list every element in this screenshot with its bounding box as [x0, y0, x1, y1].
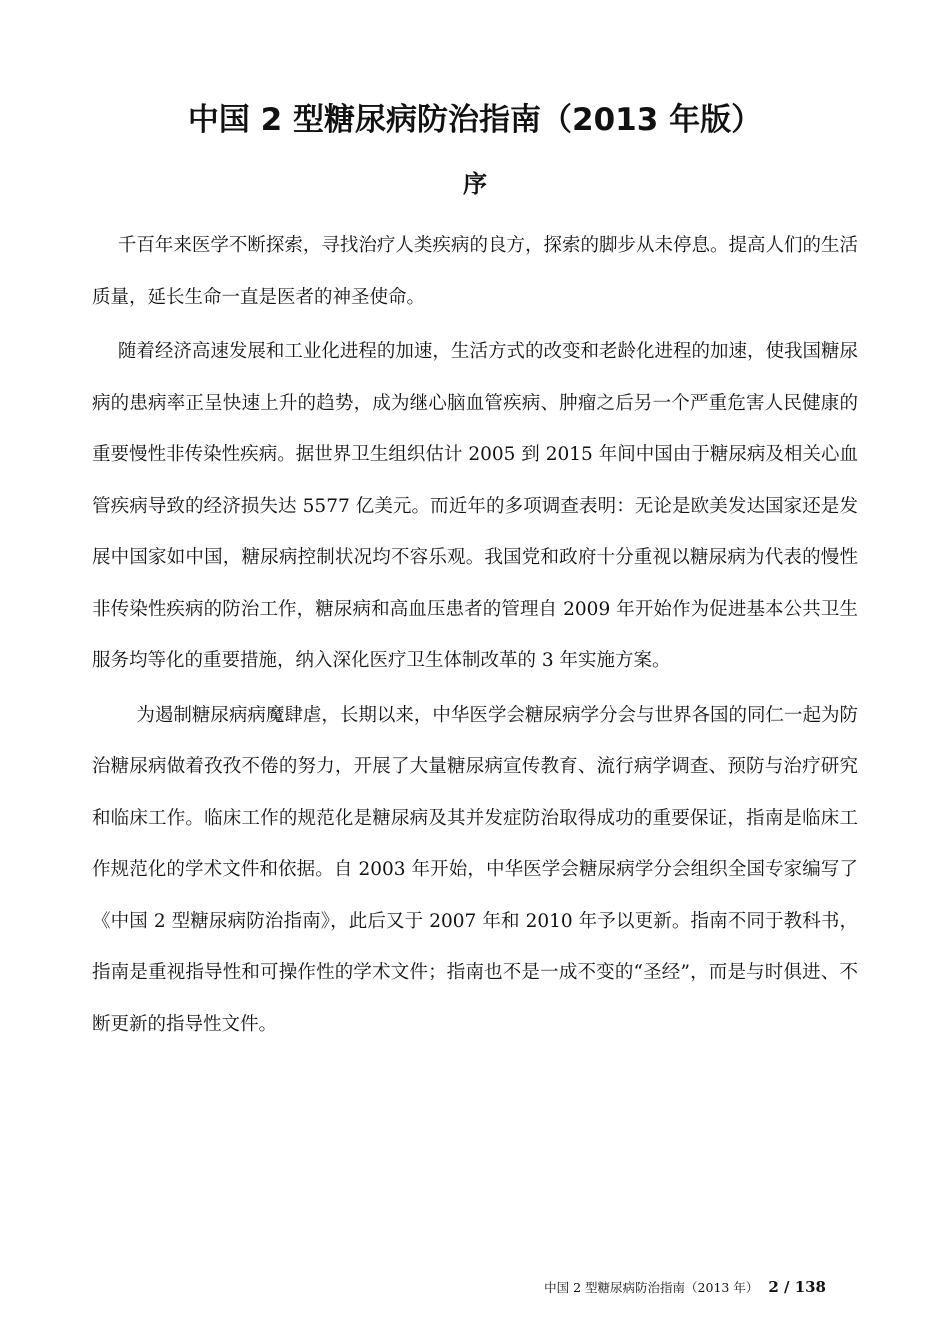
section-heading: 序: [463, 170, 487, 198]
footer-running-title: 中国 2 型糖尿病防治指南（2013 年）: [544, 1280, 759, 1295]
paragraph-3: 为遏制糖尿病病魔肆虐，长期以来，中华医学会糖尿病学分会与世界各国的同仁一起为防治糖尿病做着孜孜不倦的努力，开展了大量糖尿病宣传教育、流行病学调查、预防与治疗研究和临床工作。临床工作的规范化是糖尿病及其并发症防治取得成功的重要保证，指南是临床工作规范化的学术文件和依据。自 2003 年开始，中华医学会糖尿病学分会组织全国专家编写了《中国 2 型糖尿病防治指南》，此后又于 2007 年和 2010 年予以更新。指南不同于教科书，指南是重视指导性和可操作性的学术文件；指南也不是一成不变的“圣经”，而是与时俱进、不断更新的指导性文件。: [92, 704, 858, 1035]
paragraph-2: 随着经济高速发展和工业化进程的加速，生活方式的改变和老龄化进程的加速，使我国糖尿病的患病率正呈快速上升的趋势，成为继心脑血管疾病、肿瘤之后另一个严重危害人民健康的重要慢性非传染性疾病。据世界卫生组织估计 2005 到 2015 年间中国由于糖尿病及相关心血管疾病导致的经济损失达 5577 亿美元。而近年的多项调查表明：无论是欧美发达国家还是发展中国家如中国，糖尿病控制状况均不容乐观。我国党和政府十分重视以糖尿病为代表的慢性非传染性疾病的防治工作，糖尿病和高血压患者的管理自 2009 年开始作为促进基本公共卫生服务均等化的重要措施，纳入深化医疗卫生体制改革的 3 年实施方案。: [92, 341, 858, 671]
page-footer: [544, 1276, 826, 1299]
document-title: 中国 2 型糖尿病防治指南（2013 年版）: [187, 102, 763, 138]
page-number: 2 / 138: [768, 1278, 826, 1296]
paragraph-1: 千百年来医学不断探索，寻找治疗人类疾病的良方，探索的脚步从未停息。提高人们的生活质量，延长生命一直是医者的神圣使命。: [92, 235, 858, 308]
document-body: [92, 220, 858, 1053]
